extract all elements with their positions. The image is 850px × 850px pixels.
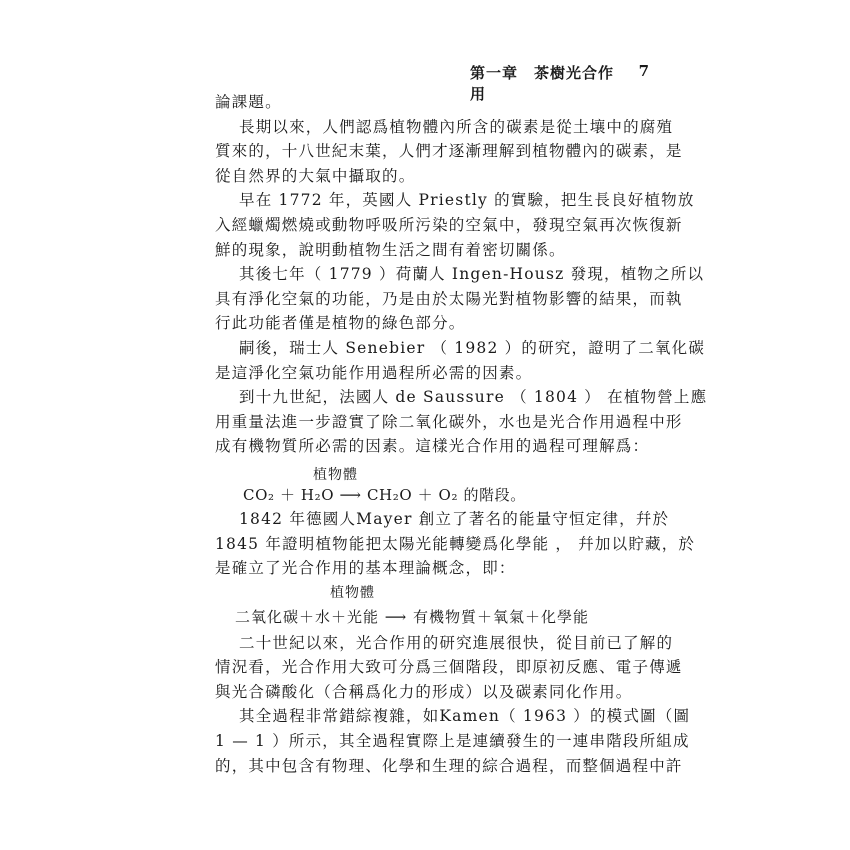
text-line: 1845 年證明植物能把太陽光能轉變爲化學能 ， 幷加以貯藏，於 (215, 534, 696, 553)
text-line: 1842 年德國人Mayer 創立了著名的能量守恒定律，幷於 (239, 509, 670, 528)
equation-catalyst-label: 植物體 (313, 466, 358, 483)
body-text (215, 90, 708, 778)
equation-catalyst-label: 植物體 (330, 584, 375, 601)
text-line: 情況看，光合作用大致可分爲三個階段，即原初反應、電子傳遞 (215, 658, 683, 677)
text-line: 嗣後，瑞士人 Senebier （ 1982 ）的研究，證明了二氧化碳 (239, 338, 706, 357)
equation-formula: 二氧化碳＋水＋光能 ⟶ 有機物質＋氧氣＋化學能 (235, 607, 590, 626)
equation-photosynthesis (215, 463, 655, 507)
text-line: 1 — 1 ）所示，其全過程實際上是連續發生的一連串階段所組成 (215, 732, 690, 751)
text-line: 行此功能者僅是植物的綠色部分。 (215, 314, 466, 333)
text-line: 從自然界的大氣中攝取的。 (215, 166, 416, 185)
text-line: 長期以來，人們認爲植物體內所含的碳素是從土壤中的腐殖 (239, 117, 674, 136)
chapter-title: 第一章 茶樹光合作用 (470, 64, 615, 103)
text-line: 的，其中包含有物理、化學和生理的綜合過程，而整個過程中許 (215, 756, 683, 775)
page-number: 7 (638, 62, 650, 80)
text-line: 論課題。 (215, 93, 282, 111)
text-line: 到十九世紀，法國人 de Saussure （ 1804 ） 在植物營上應 (239, 388, 708, 407)
text-line: 其後七年（ 1779 ）荷蘭人 Ingen-Housz 發現，植物之所以 (239, 265, 705, 284)
text-line: 鮮的現象，說明動植物生活之間有着密切關係。 (215, 240, 566, 259)
equation-formula: CO₂ ＋ H₂O ⟶ CH₂O ＋ O₂ 的階段。 (243, 485, 526, 504)
text-line: 入經蠟燭燃燒或動物呼吸所污染的空氣中，發現空氣再次恢復新 (215, 215, 683, 234)
text-line: 早在 1772 年，英國人 Priestly 的實驗，把生長良好植物放 (239, 191, 695, 210)
text-line: 其全過程非常錯綜複雜，如Kamen（ 1963 ）的模式圖（圖 (239, 707, 691, 726)
equation-energy (215, 581, 655, 631)
text-line: 是這淨化空氣功能作用過程所必需的因素。 (215, 363, 533, 382)
text-line: 用重量法進一步證實了除二氧化碳外，水也是光合作用過程中形 (215, 412, 683, 431)
text-line: 質來的，十八世紀末葉，人們才逐漸理解到植物體內的碳素，是 (215, 142, 683, 161)
text-line: 具有淨化空氣的功能，乃是由於太陽光對植物影響的結果，而執 (215, 289, 683, 308)
text-line: 是確立了光合作用的基本理論概念，即： (215, 559, 516, 578)
text-line: 二十世紀以來，光合作用的研究進展很快，從目前已了解的 (239, 633, 674, 652)
text-line: 成有機物質所必需的因素。這樣光合作用的過程可理解爲： (215, 437, 650, 456)
text-line: 與光合磷酸化（合稱爲化力的形成）以及碳素同化作用。 (215, 682, 633, 701)
